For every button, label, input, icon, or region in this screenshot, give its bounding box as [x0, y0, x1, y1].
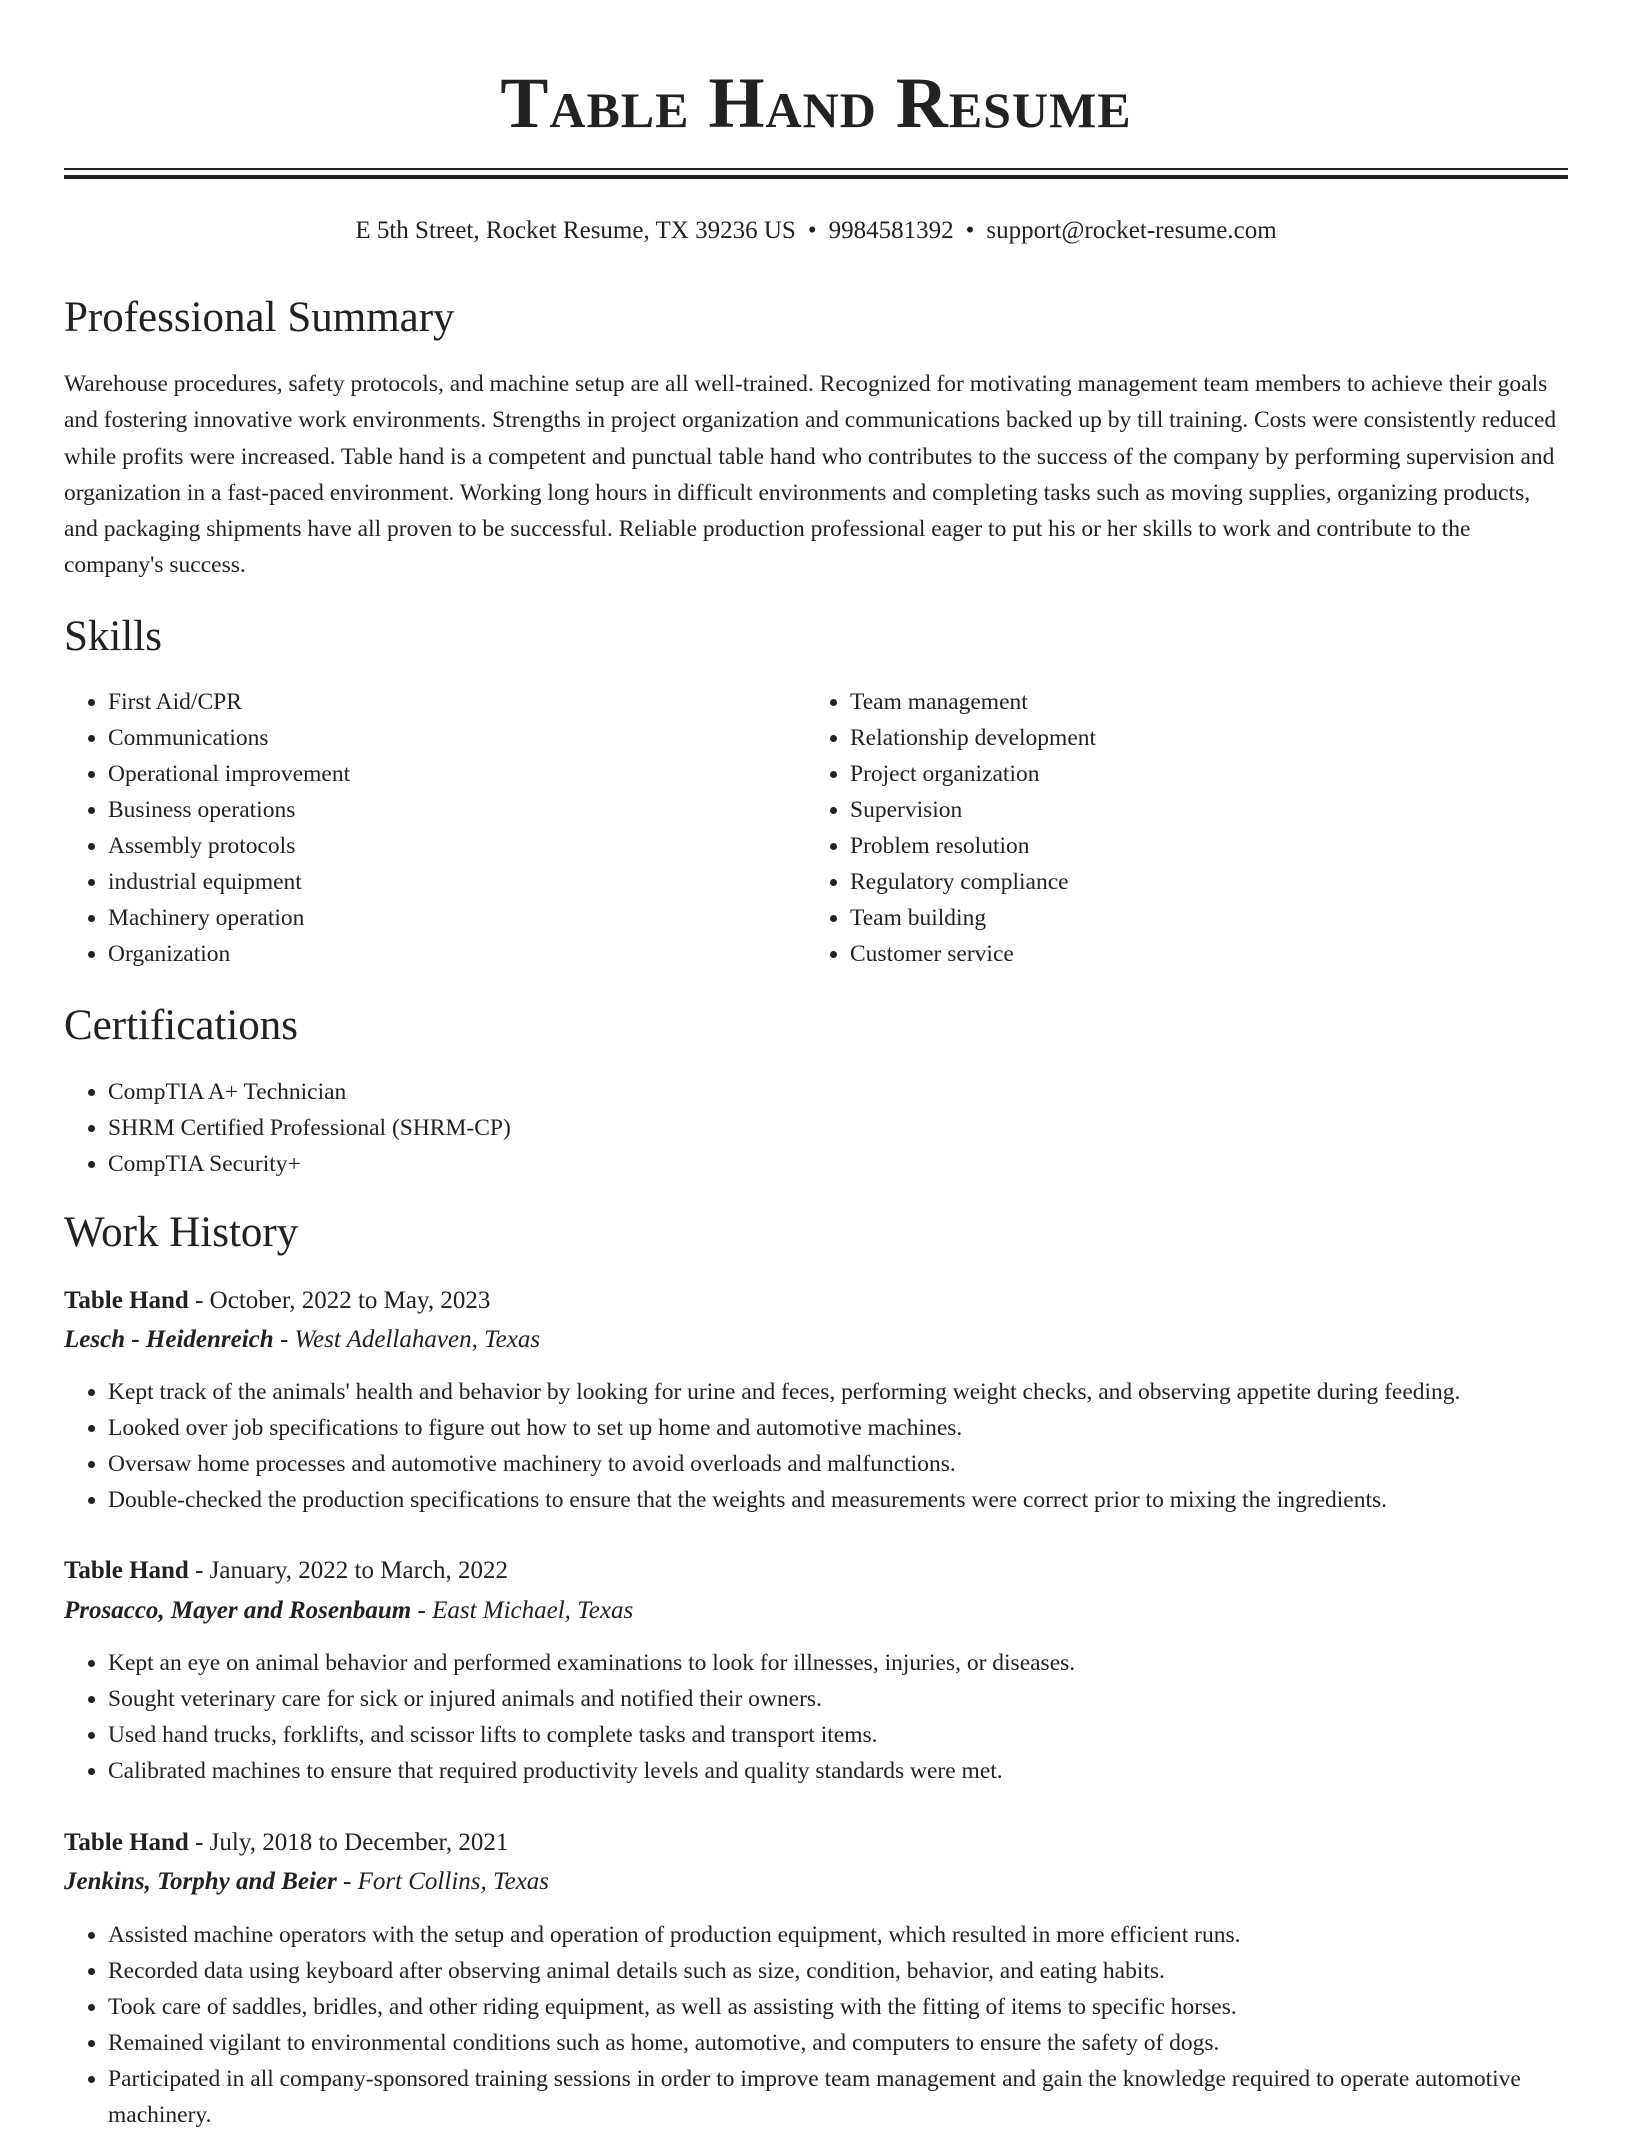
- job-dash: -: [188, 1557, 210, 1584]
- job-bullet: • Recorded data using keyboard after observing animal details such as size, condition, behavior, and eating habits.: [108, 1953, 1568, 1989]
- skill-item: • Organization: [108, 936, 798, 972]
- job-dates: July, 2018 to December, 2021: [209, 1829, 509, 1856]
- job-bullets: [64, 1374, 1628, 1518]
- certification-item: • CompTIA A+ Technician: [108, 1074, 1508, 1110]
- skills-list-left: [64, 684, 798, 972]
- job-dash: -: [336, 1868, 358, 1895]
- job-location: Fort Collins, Texas: [357, 1868, 550, 1895]
- skills-list-right: [806, 684, 1550, 972]
- job-bullet: • Remained vigilant to environmental conditions such as home, automotive, and computers to ensure the safety of dogs.: [108, 2025, 1568, 2061]
- job-company: Prosacco, Mayer and Rosenbaum: [64, 1597, 412, 1624]
- contact-separator: •: [807, 217, 817, 244]
- job-dash: -: [188, 1287, 210, 1314]
- job-dash: -: [411, 1597, 433, 1624]
- contact-separator: •: [965, 217, 975, 244]
- job-bullet: • Double-checked the production specifications to ensure that the weights and measurements were correct prior to mixing the ingredients.: [108, 1482, 1628, 1518]
- job-company-line: [64, 1593, 633, 1629]
- job-dash: -: [188, 1829, 210, 1856]
- job-bullet: • Took care of saddles, bridles, and other riding equipment, as well as assisting with the fitting of items to specific horses.: [108, 1989, 1568, 2025]
- job-bullet: • Calibrated machines to ensure that required productivity levels and quality standards were met.: [108, 1753, 1628, 1789]
- job-bullets: [64, 1645, 1628, 1789]
- job-title: Table Hand: [64, 1829, 189, 1856]
- skill-item: • Customer service: [850, 936, 1550, 972]
- job-dates: January, 2022 to March, 2022: [209, 1557, 508, 1584]
- work-history-heading: Work History: [64, 1209, 299, 1256]
- job-bullet: • Kept an eye on animal behavior and performed examinations to look for illnesses, injuries, or diseases.: [108, 1645, 1628, 1681]
- skill-item: • Team management: [850, 684, 1550, 720]
- title-rule-thick: [64, 175, 1568, 179]
- summary-text: Warehouse procedures, safety protocols, and machine setup are all well-trained. Recognized for motivating management team members to achieve their goals and fostering innovative work environments. Strengths in project organization and communications backed up by till training. Costs were consistently reduced while profits were increased. Table hand is a competent and punctual table hand who contributes to the success of the company by performing supervision and organization in a fast-paced environment. Working long hours in difficult environments and completing tasks such as moving supplies, organizing products, and packaging shipments have all proven to be successful. Reliable production professional eager to put his or her skills to work and contribute to the company's success.: [64, 371, 1557, 579]
- job-dash: -: [273, 1326, 295, 1353]
- job-bullets: [64, 1917, 1568, 2133]
- contact-address: E 5th Street, Rocket Resume, TX 39236 US: [355, 217, 796, 244]
- certification-item: • SHRM Certified Professional (SHRM-CP): [108, 1110, 1508, 1146]
- certification-item: • CompTIA Security+: [108, 1146, 1508, 1182]
- job-location: East Michael, Texas: [432, 1597, 634, 1624]
- job-title-line: [64, 1553, 508, 1589]
- skill-item: • Operational improvement: [108, 756, 798, 792]
- contact-line: [0, 214, 1632, 248]
- skill-item: • industrial equipment: [108, 864, 798, 900]
- skill-item: • Project organization: [850, 756, 1550, 792]
- job-bullet: • Used hand trucks, forklifts, and scissor lifts to complete tasks and transport items.: [108, 1717, 1628, 1753]
- skill-item: • Communications: [108, 720, 798, 756]
- job-title-line: [64, 1283, 490, 1319]
- contact-email: support@rocket-resume.com: [986, 217, 1277, 244]
- job-bullet: • Assisted machine operators with the setup and operation of production equipment, which resulted in more efficient runs.: [108, 1917, 1568, 1953]
- job-bullet: • Participated in all company-sponsored training sessions in order to improve team management and gain the knowledge required to operate automotive machinery.: [108, 2061, 1568, 2133]
- certifications-list: [64, 1074, 1508, 1182]
- job-company: Jenkins, Torphy and Beier: [64, 1868, 337, 1895]
- job-dates: October, 2022 to May, 2023: [209, 1287, 491, 1314]
- title-rule-thin: [64, 168, 1568, 170]
- job-title: Table Hand: [64, 1557, 189, 1584]
- job-location: West Adellahaven, Texas: [294, 1326, 541, 1353]
- job-bullet: • Looked over job specifications to figure out how to set up home and automotive machines.: [108, 1410, 1628, 1446]
- resume-title: Table Hand Resume: [500, 63, 1132, 143]
- job-company-line: [64, 1322, 540, 1358]
- skill-item: • Supervision: [850, 792, 1550, 828]
- skills-heading: Skills: [64, 613, 162, 660]
- skill-item: • Relationship development: [850, 720, 1550, 756]
- job-company-line: [64, 1864, 549, 1900]
- skill-item: • Regulatory compliance: [850, 864, 1550, 900]
- skill-item: • First Aid/CPR: [108, 684, 798, 720]
- job-bullet: • Sought veterinary care for sick or injured animals and notified their owners.: [108, 1681, 1628, 1717]
- summary-heading: Professional Summary: [64, 294, 455, 341]
- skill-item: • Business operations: [108, 792, 798, 828]
- job-title-line: [64, 1825, 508, 1861]
- skill-item: • Assembly protocols: [108, 828, 798, 864]
- certifications-heading: Certifications: [64, 1002, 299, 1049]
- skill-item: • Machinery operation: [108, 900, 798, 936]
- skill-item: • Problem resolution: [850, 828, 1550, 864]
- job-bullet: • Oversaw home processes and automotive machinery to avoid overloads and malfunctions.: [108, 1446, 1628, 1482]
- job-bullet: • Kept track of the animals' health and behavior by looking for urine and feces, performing weight checks, and observing appetite during feeding.: [108, 1374, 1628, 1410]
- job-company: Lesch - Heidenreich: [64, 1326, 274, 1353]
- contact-phone: 9984581392: [828, 217, 954, 244]
- skill-item: • Team building: [850, 900, 1550, 936]
- job-title: Table Hand: [64, 1287, 189, 1314]
